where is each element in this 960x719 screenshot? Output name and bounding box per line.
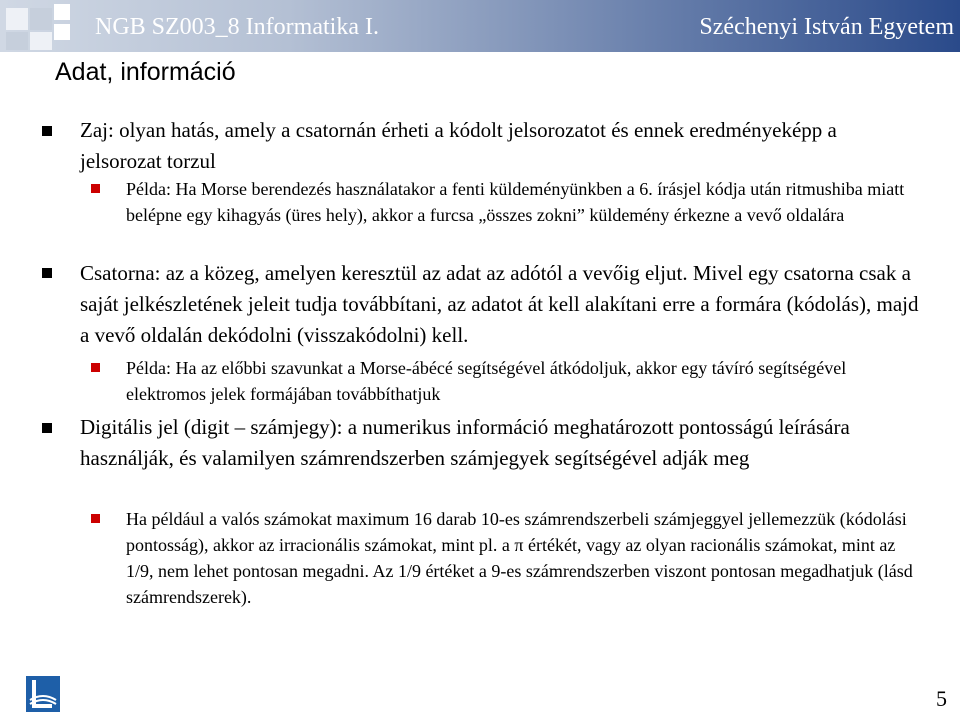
university-logo bbox=[26, 676, 60, 712]
bullet-square bbox=[42, 126, 52, 136]
sub-bullet-text: Példa: Ha az előbbi szavunkat a Morse-ábécé segítségével átkódoljuk, akkor egy távíró segítségével elektromos jelek formájában továbbíthatjuk bbox=[126, 358, 847, 404]
bullet-square bbox=[42, 423, 52, 433]
slide-title: Adat, információ bbox=[55, 58, 236, 86]
deco-square bbox=[6, 8, 28, 30]
sub-bullet-text: Ha például a valós számokat maximum 16 darab 10-es számrendszerbeli számjeggyel jellemezzük (kódolási pontosság), akkor az irracionális számokat, mint pl. a π értékét, vagy az olyan racionális számokat, mint az 1/9, nem lehet pontosan megadni. Az 1/9 értéket a 9-es számrendszerben viszont pontosan megadhatjuk (lásd számrendszerek). bbox=[126, 509, 913, 607]
university-name: Széchenyi István Egyetem bbox=[699, 14, 954, 40]
bullet-text: Zaj: olyan hatás, amely a csatornán érheti a kódolt jelsorozatot és ennek eredményeképp a jelsorozat torzul bbox=[80, 118, 837, 173]
deco-square bbox=[54, 4, 70, 20]
sub-bullet-text: Példa: Ha Morse berendezés használatakor a fenti küldeményünkben a 6. írásjel kódja után ritmushiba miatt belépne egy kihagyás (üres hely), akkor a furcsa „összes zokni” küldemény érkezne a vevő oldalára bbox=[126, 179, 905, 225]
sub-bullet-square bbox=[91, 514, 100, 523]
deco-square bbox=[30, 32, 52, 50]
deco-square bbox=[6, 32, 28, 50]
bullet-text: Csatorna: az a közeg, amelyen keresztül az adat az adótól a vevőig eljut. Mivel egy csatorna csak a saját jelkészletének jeleit tudja továbbítani, az adatot át kell alakítani erre a formára (kódolás), majd a vevő oldalán dekódolni (visszakódolni) kell. bbox=[80, 261, 919, 347]
course-name: NGB SZ003_8 Informatika I. bbox=[95, 14, 379, 40]
bullet-text: Digitális jel (digit – számjegy): a numerikus információ meghatározott pontosságú leírására használják, és valamilyen számrendszerben számjegyek segítségével adják meg bbox=[80, 415, 850, 470]
bullet-square bbox=[42, 268, 52, 278]
page-number: 5 bbox=[936, 686, 947, 711]
sub-bullet-square bbox=[91, 363, 100, 372]
deco-square bbox=[30, 8, 52, 30]
sub-bullet-square bbox=[91, 184, 100, 193]
header-bar bbox=[0, 0, 960, 52]
deco-square bbox=[54, 24, 70, 40]
